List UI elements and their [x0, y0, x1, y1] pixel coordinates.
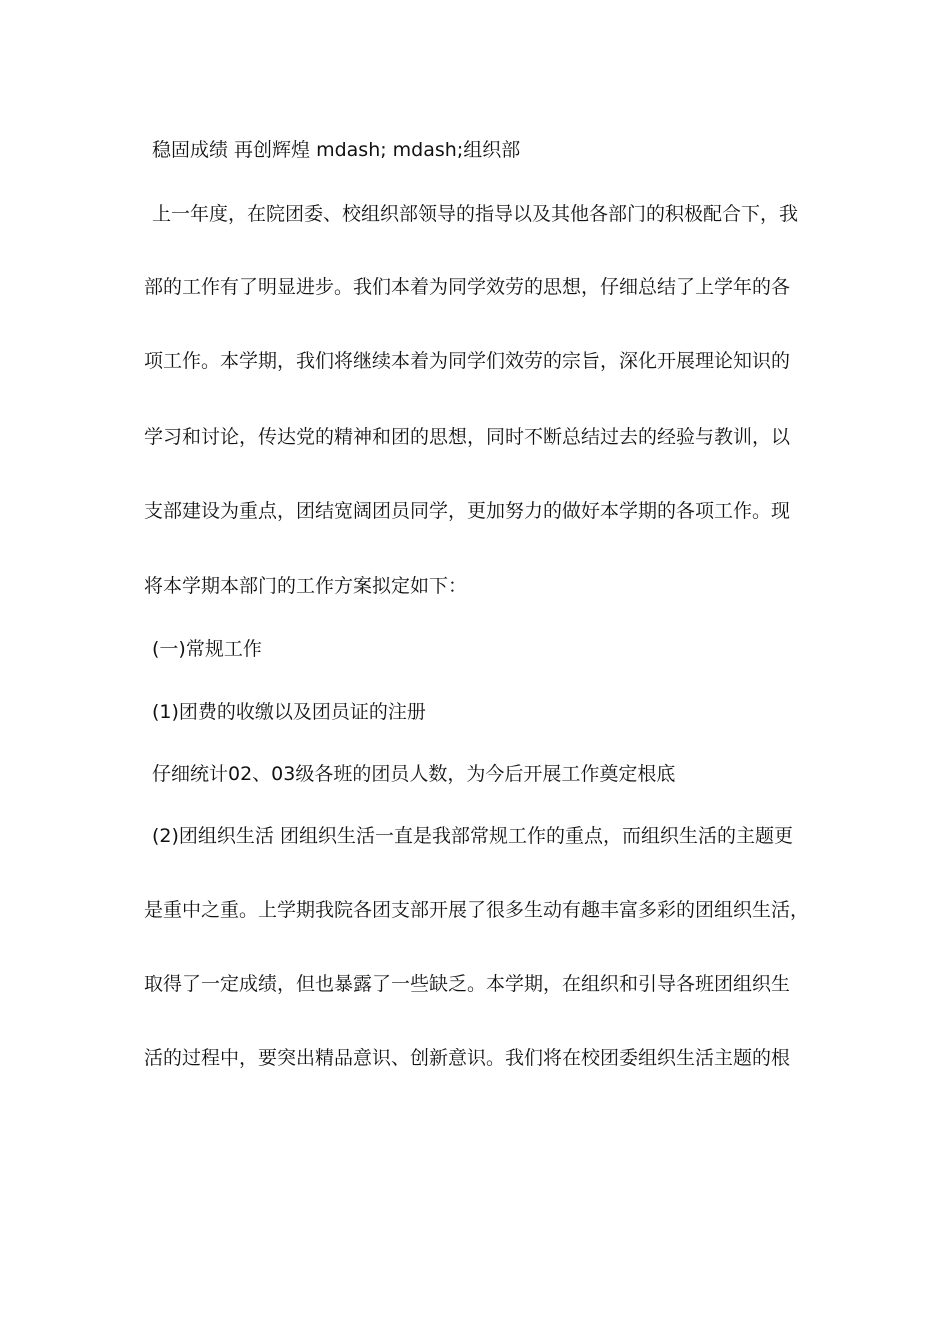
paragraph-line: 项工作。本学期，我们将继续本着为同学们效劳的宗旨，深化开展理论知识的: [144, 350, 791, 372]
paragraph-line: (2)团组织生活 团组织生活一直是我部常规工作的重点，而组织生活的主题更: [152, 825, 793, 847]
paragraph-line: 仔细统计02、03级各班的团员人数，为今后开展工作奠定根底: [152, 763, 676, 785]
document-title: 稳固成绩 再创辉煌 mdash; mdash;组织部: [152, 139, 521, 161]
paragraph-line: 取得了一定成绩，但也暴露了一些缺乏。本学期，在组织和引导各班团组织生: [144, 973, 791, 995]
paragraph-line: 是重中之重。上学期我院各团支部开展了很多生动有趣丰富多彩的团组织生活，: [144, 899, 810, 921]
paragraph-line: 学习和讨论，传达党的精神和团的思想，同时不断总结过去的经验与教训，以: [144, 426, 791, 448]
section-heading: (一)常规工作: [152, 638, 262, 660]
paragraph-line: 支部建设为重点，团结宽阔团员同学，更加努力的做好本学期的各项工作。现: [144, 500, 791, 522]
paragraph-line: 将本学期本部门的工作方案拟定如下：: [144, 575, 468, 597]
paragraph-line: 部的工作有了明显进步。我们本着为同学效劳的思想，仔细总结了上学年的各: [144, 276, 791, 298]
subsection-heading: (1)团费的收缴以及团员证的注册: [152, 701, 426, 723]
paragraph-line: 活的过程中，要突出精品意识、创新意识。我们将在校团委组织生活主题的根: [144, 1047, 791, 1069]
paragraph-line: 上一年度，在院团委、校组织部领导的指导以及其他各部门的积极配合下，我: [152, 203, 799, 225]
